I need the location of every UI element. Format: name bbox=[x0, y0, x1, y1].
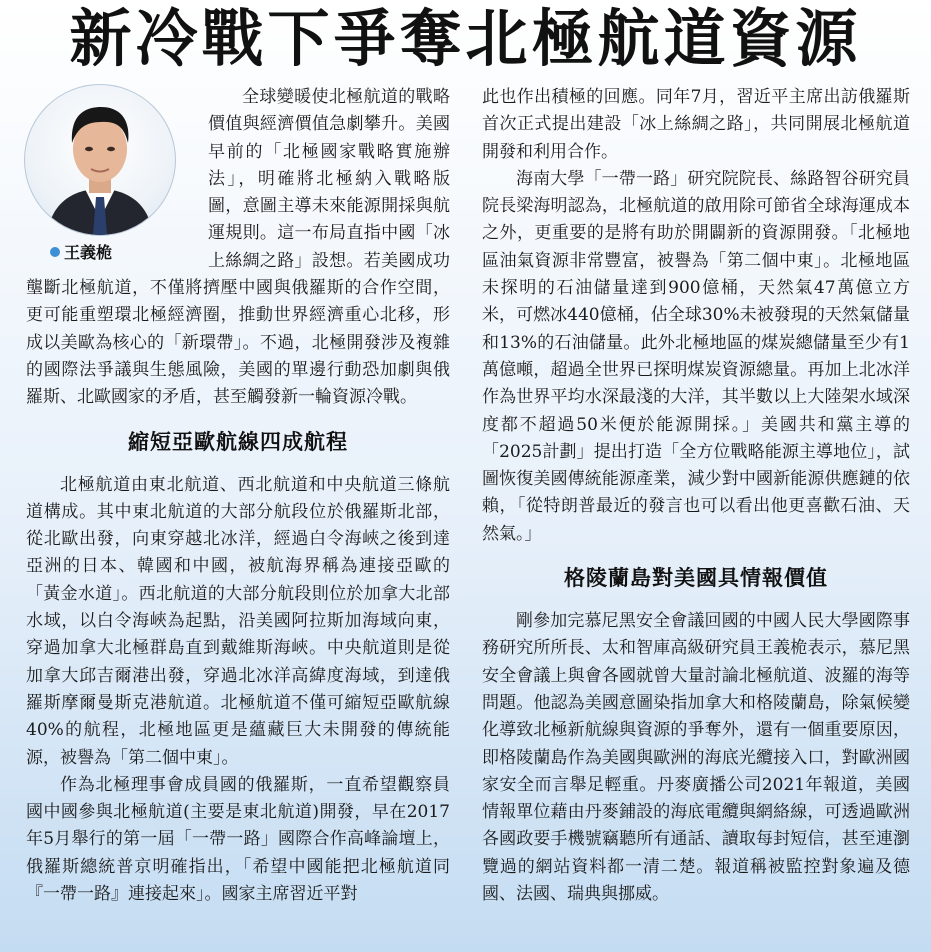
headline: 新冷戰下爭奪北極航道資源 bbox=[69, 2, 862, 75]
paragraph: 作為北極理事會成員國的俄羅斯，一直希望觀察員國中國參與北極航道(主要是東北航道)開發，早在2017年5月舉行的第一屆「一帶一路」國際合作高峰論壇上，俄羅斯總統普京明確指出，「希望中國能把北極航道同『一帶一路』連接起來」。國家主席習近平對 bbox=[26, 774, 450, 905]
paragraph: 全球變暖使北極航道的戰略價值與經濟價值急劇攀升。美國早前的「北極國家戰略實施辦法」，明確將北極納入戰略版圖，意圖主導未來能源開採與航運規則。這一布局直指中國「冰上絲綢之路」設想。若美國成功壟斷北極航道，不僅將擠壓中國與俄羅斯的合作空間，更可能重塑環北極經濟圈，推動世界經濟重心北移，形成以美歐為核心的「新環帶」。不過，北極開發涉及複雜的國際法爭議與生態風險，美國的單邊行動恐加劇與俄羅斯、北歐國家的矛盾，甚至觸發新一輪資源冷戰。 bbox=[26, 87, 450, 408]
right-column bbox=[482, 84, 910, 908]
paragraph: 此也作出積極的回應。同年7月，習近平主席出訪俄羅斯首次正式提出建設「冰上絲綢之路」，共同開展北極航道開發和利用合作。 bbox=[482, 87, 910, 162]
author-photo-block bbox=[14, 84, 198, 270]
subheading: 縮短亞歐航線四成航程 bbox=[128, 429, 348, 454]
paragraph: 剛參加完慕尼黑安全會議回國的中國人民大學國際事務研究所所長、太和智庫高級研究員王義桅表示，慕尼黑安全會議上與會各國就曾大量討論北極航道、波羅的海等問題。他認為美國意圖染指加拿大和格陵蘭島，除氣候變化導致北極新航線與資源的爭奪外，還有一個重要原因，即格陵蘭島作為美國與歐洲的海底光纜接入口，對歐洲國家安全而言舉足輕重。丹麥廣播公司2021年報道，美國情報單位藉由丹麥鋪設的海底電纜與網絡線，可透過歐洲各國政要手機號竊聽所有通話、讀取每封短信，甚至連瀏覽過的網站資料都一清二楚。報道稱被監控對象遍及德國、法國、瑞典與挪威。 bbox=[482, 611, 910, 905]
person-portrait-icon bbox=[25, 85, 175, 235]
left-column bbox=[26, 84, 450, 908]
author-name: 王義桅 bbox=[64, 243, 113, 262]
paragraph: 北極航道由東北航道、西北航道和中央航道三條航道構成。其中東北航道的大部分航段位於俄羅斯北部，從北歐出發，向東穿越北冰洋，經過白令海峽之後到達亞洲的日本、韓國和中國，被航海界稱為連接亞歐的「黃金水道」。西北航道的大部分航段則位於加拿大北部水域，以白令海峽為起點，沿美國阿拉斯加海域向東，穿過加拿大北極群島直到戴維斯海峽。中央航道則是從加拿大邱吉爾港出發，穿過北冰洋高緯度海域，到達俄羅斯摩爾曼斯克港航道。北極航道不僅可縮短亞歐航線40%的航程，北極地區更是蘊藏巨大未開發的傳統能源，被譽為「第二個中東」。 bbox=[26, 474, 450, 768]
subheading: 格陵蘭島對美國具情報價值 bbox=[564, 566, 828, 591]
paragraph: 海南大學「一帶一路」研究院院長、絲路智谷研究員院長梁海明認為，北極航道的啟用除可節省全球海運成本之外，更重要的是將有助於開闢新的資源開發。「北極地區油氣資源非常豐富，被譽為「第二個中東」。北極地區未探明的石油儲量達到900億桶，天然氣47萬億立方米，可燃冰440億桶，佔全球30%未被發現的天然氣儲量和13%的石油儲量。此外北極地區的煤炭總儲量至少有1萬億噸，超過全世界已探明煤炭資源總量。再加上北冰洋作為世界平均水深最淺的大洋，其半數以上大陸架水域深度都不超過50米便於能源開採。」美國共和黨主導的「2025計劃」提出打造「全方位戰略能源主導地位」，試圖恢復美國傳統能源產業，減少對中國新能源供應鏈的依賴，「從特朗普最近的發言也可以看出他更喜歡石油、天然氣。」 bbox=[482, 168, 910, 544]
author-portrait bbox=[24, 84, 176, 236]
bullet-dot-icon bbox=[50, 247, 60, 257]
author-caption bbox=[50, 242, 112, 264]
